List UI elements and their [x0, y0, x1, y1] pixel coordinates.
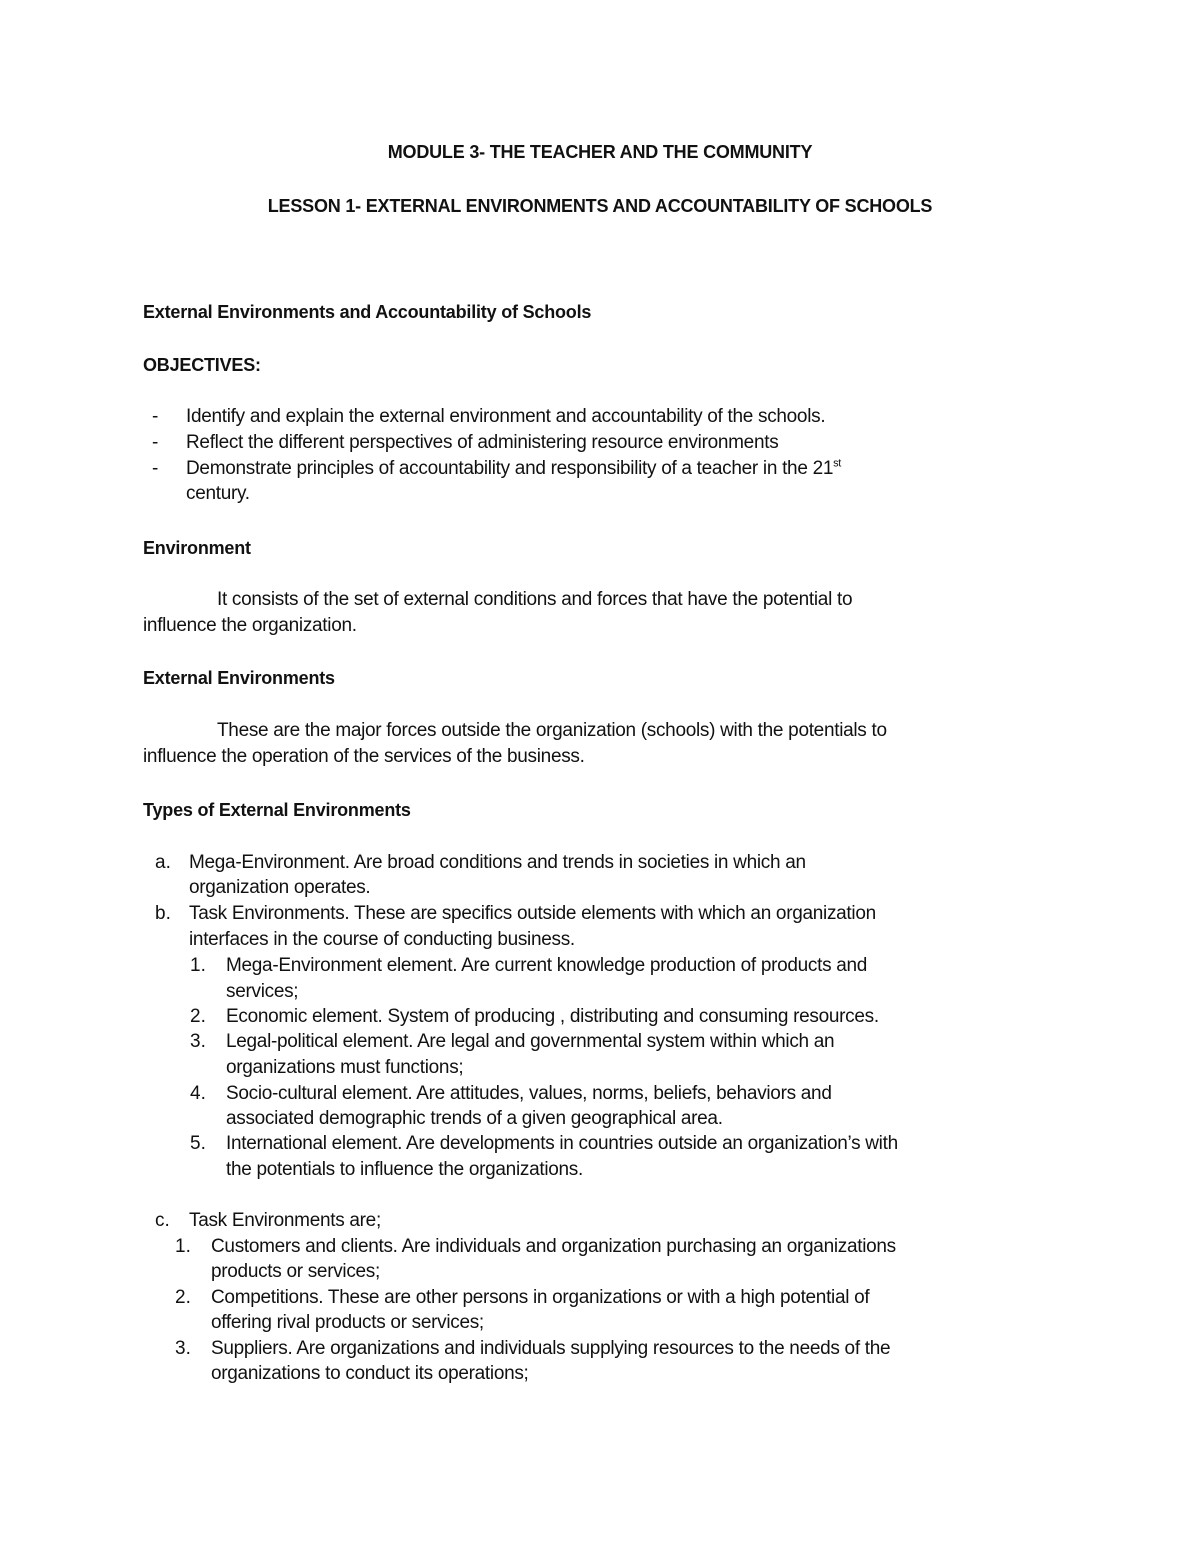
sublist-marker: 5.	[190, 1133, 206, 1154]
types-heading: Types of External Environments	[143, 800, 411, 820]
list-bullet: -	[152, 432, 159, 453]
list-bullet: -	[152, 458, 159, 479]
sublist-item: Mega-Environment element. Are current knowledge production of products and	[226, 955, 868, 976]
sublist-item: Economic element. System of producing , distributing and consuming resources.	[226, 1006, 879, 1027]
list-marker: b.	[155, 903, 171, 924]
sublist-item: Legal-political element. Are legal and governmental system within which an	[226, 1031, 835, 1052]
sublist-item-continued: associated demographic trends of a given geographical area.	[226, 1108, 723, 1129]
section-title: External Environments and Accountability of Schools	[143, 302, 592, 322]
list-item-continued: interfaces in the course of conducting business.	[189, 929, 575, 950]
sublist-marker: 1.	[190, 955, 206, 976]
sublist-item-continued: services;	[226, 981, 299, 1002]
sublist-marker: 4.	[190, 1083, 206, 1104]
sublist-marker: 2.	[175, 1287, 191, 1308]
sublist-item-continued: products or services;	[211, 1261, 380, 1282]
environment-heading: Environment	[143, 538, 251, 558]
ordinal-suffix: st	[833, 457, 842, 470]
sublist-item-continued: organizations to conduct its operations;	[211, 1363, 529, 1384]
sublist-item-continued: the potentials to influence the organizations.	[226, 1159, 583, 1180]
paragraph-line: influence the organization.	[143, 615, 357, 636]
objective-item-continued: century.	[186, 483, 250, 504]
sublist-item: Socio-cultural element. Are attitudes, values, norms, beliefs, behaviors and	[226, 1083, 832, 1104]
list-marker: c.	[155, 1210, 170, 1231]
list-item-continued: organization operates.	[189, 877, 371, 898]
sublist-item: International element. Are developments in countries outside an organization’s with	[226, 1133, 898, 1154]
sublist-marker: 1.	[175, 1236, 191, 1257]
sublist-item: Competitions. These are other persons in organizations or with a high potential of	[211, 1287, 870, 1308]
sublist-item: Suppliers. Are organizations and individuals supplying resources to the needs of the	[211, 1338, 891, 1359]
sublist-marker: 3.	[175, 1338, 191, 1359]
list-item: Task Environments are;	[189, 1210, 381, 1231]
lesson-title: LESSON 1- EXTERNAL ENVIRONMENTS AND ACCOUNTABILITY OF SCHOOLS	[267, 196, 933, 216]
objective-item: Identify and explain the external environment and accountability of the schools.	[186, 406, 826, 427]
objectives-heading: OBJECTIVES:	[143, 355, 261, 375]
sublist-marker: 2.	[190, 1006, 206, 1027]
sublist-item-continued: organizations must functions;	[226, 1057, 464, 1078]
paragraph-line: It consists of the set of external conditions and forces that have the potential to	[217, 589, 853, 610]
sublist-item-continued: offering rival products or services;	[211, 1312, 484, 1333]
objective-item: Reflect the different perspectives of administering resource environments	[186, 432, 779, 453]
sublist-marker: 3.	[190, 1031, 206, 1052]
list-bullet: -	[152, 406, 159, 427]
module-title: MODULE 3- THE TEACHER AND THE COMMUNITY	[387, 142, 813, 162]
paragraph-line: These are the major forces outside the organization (schools) with the potentials to	[217, 720, 887, 741]
list-item: Task Environments. These are specifics outside elements with which an organization	[189, 903, 876, 924]
list-item: Mega-Environment. Are broad conditions and trends in societies in which an	[189, 852, 806, 873]
paragraph-line: influence the operation of the services of the business.	[143, 746, 585, 767]
external-environments-heading: External Environments	[143, 668, 335, 688]
list-marker: a.	[155, 852, 171, 873]
objective-item: Demonstrate principles of accountability and responsibility of a teacher in the 21st	[186, 457, 842, 479]
sublist-item: Customers and clients. Are individuals and organization purchasing an organizations	[211, 1236, 896, 1257]
